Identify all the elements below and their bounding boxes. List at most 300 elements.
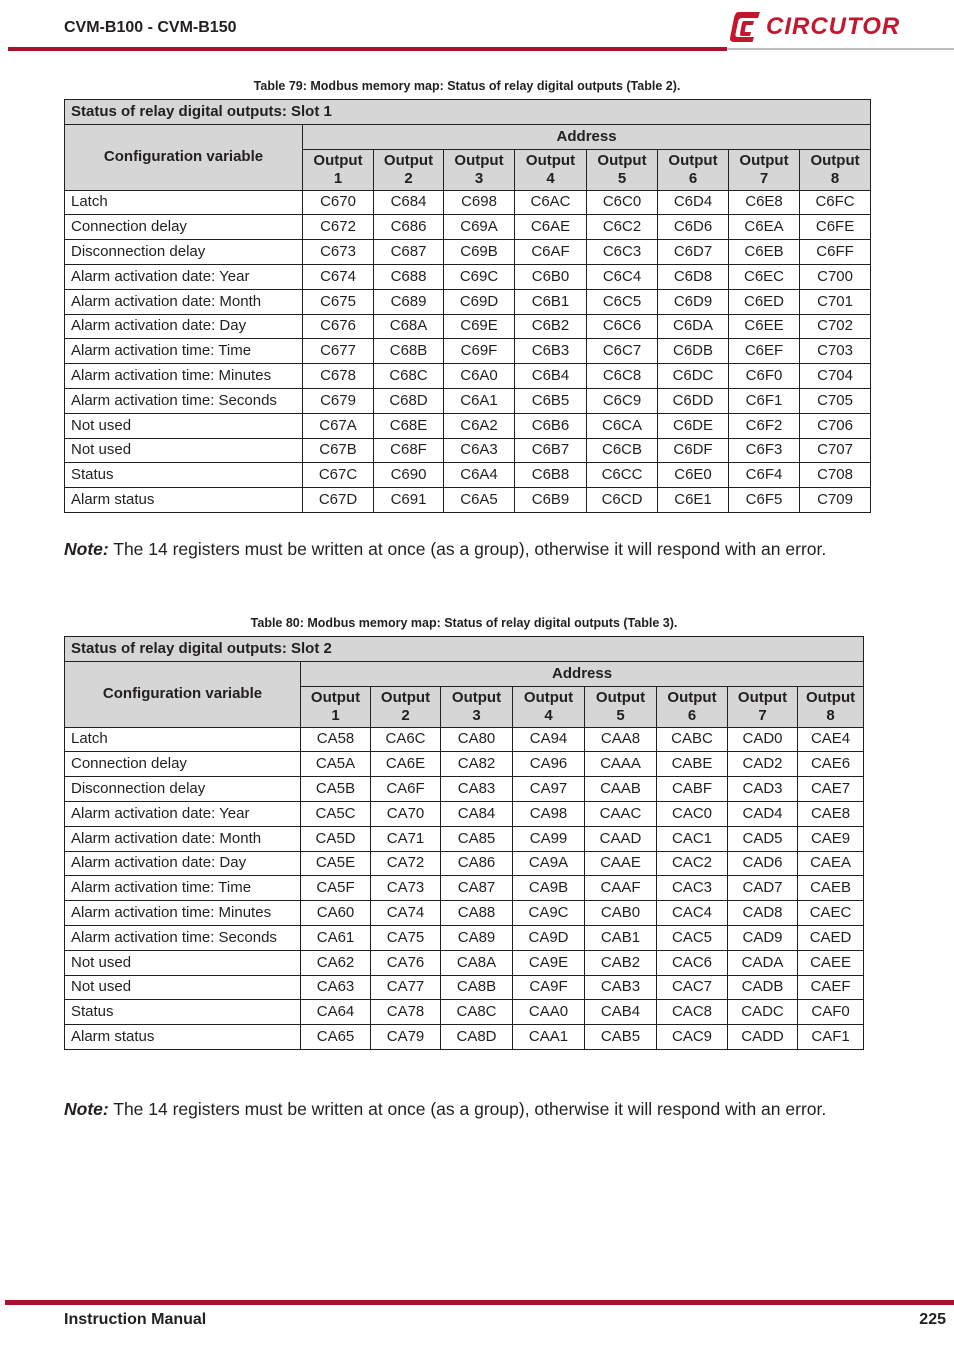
address-cell: CAC8 (657, 1000, 728, 1025)
output-column-header: Output 1 (301, 686, 371, 727)
address-cell: CAE6 (798, 752, 864, 777)
address-cell: CA58 (301, 727, 371, 752)
address-cell: C677 (303, 339, 374, 364)
address-cell: C67A (303, 413, 374, 438)
output-column-header: Output 2 (371, 686, 441, 727)
address-cell: C6C6 (587, 314, 658, 339)
address-cell: CABE (657, 752, 728, 777)
address-cell: C69A (444, 215, 515, 240)
address-cell: C674 (303, 264, 374, 289)
variable-name: Alarm activation time: Seconds (65, 388, 303, 413)
address-cell: C68B (374, 339, 444, 364)
variable-name: Alarm activation date: Month (65, 289, 303, 314)
address-cell: C702 (800, 314, 871, 339)
address-cell: CAEA (798, 851, 864, 876)
variable-name: Status (65, 1000, 301, 1025)
address-cell: C6C8 (587, 364, 658, 389)
address-cell: C6D4 (658, 190, 729, 215)
address-cell: C706 (800, 413, 871, 438)
address-cell: CAB3 (585, 975, 657, 1000)
address-cell: C6B7 (515, 438, 587, 463)
table-row (65, 727, 864, 752)
address-cell: C673 (303, 240, 374, 265)
address-cell: CA80 (441, 727, 513, 752)
address-cell: CAD0 (728, 727, 798, 752)
variable-name: Latch (65, 727, 301, 752)
address-cell: C691 (374, 488, 444, 513)
address-cell: CA88 (441, 901, 513, 926)
address-cell: CA64 (301, 1000, 371, 1025)
address-cell: C67D (303, 488, 374, 513)
address-cell: CA82 (441, 752, 513, 777)
address-cell: C6EB (729, 240, 800, 265)
address-header: Address (303, 124, 871, 149)
address-cell: C6C3 (587, 240, 658, 265)
address-cell: C701 (800, 289, 871, 314)
address-cell: C69D (444, 289, 515, 314)
table-row (65, 752, 864, 777)
footer-manual-label: Instruction Manual (64, 1311, 207, 1328)
address-cell: C6DF (658, 438, 729, 463)
address-cell: C69B (444, 240, 515, 265)
output-column-header: Output 6 (657, 686, 728, 727)
address-cell: C670 (303, 190, 374, 215)
address-cell: C672 (303, 215, 374, 240)
address-cell: C6B1 (515, 289, 587, 314)
address-cell: CAEB (798, 876, 864, 901)
address-cell: CA8C (441, 1000, 513, 1025)
address-cell: CAD3 (728, 777, 798, 802)
slot-title: Status of relay digital outputs: Slot 1 (65, 100, 871, 125)
address-cell: CA72 (371, 851, 441, 876)
table-row (65, 438, 871, 463)
address-cell: CAF1 (798, 1025, 864, 1050)
address-cell: CAB4 (585, 1000, 657, 1025)
address-cell: CA5D (301, 826, 371, 851)
address-cell: CA9F (513, 975, 585, 1000)
table-row (65, 364, 871, 389)
variable-name: Alarm activation date: Year (65, 801, 301, 826)
address-cell: CA5F (301, 876, 371, 901)
address-cell: C6D6 (658, 215, 729, 240)
address-cell: CAEC (798, 901, 864, 926)
table-row (65, 876, 864, 901)
note-text: The 14 registers must be written at once (as a group), otherwise it will respond with an error. (108, 539, 827, 559)
address-cell: CA77 (371, 975, 441, 1000)
address-cell: C6CC (587, 463, 658, 488)
address-cell: CAA8 (585, 727, 657, 752)
address-cell: C69C (444, 264, 515, 289)
address-cell: C6D7 (658, 240, 729, 265)
address-cell: C6C4 (587, 264, 658, 289)
output-column-header: Output 5 (585, 686, 657, 727)
address-cell: CAE4 (798, 727, 864, 752)
variable-name: Alarm activation time: Seconds (65, 925, 301, 950)
address-cell: C6B3 (515, 339, 587, 364)
table-row (65, 975, 864, 1000)
address-cell: CAE7 (798, 777, 864, 802)
address-cell: CA99 (513, 826, 585, 851)
address-header: Address (301, 661, 864, 686)
variable-name: Alarm activation time: Time (65, 339, 303, 364)
address-cell: C6F5 (729, 488, 800, 513)
address-cell: CAD6 (728, 851, 798, 876)
address-cell: C6B5 (515, 388, 587, 413)
address-cell: C6D9 (658, 289, 729, 314)
address-cell: CA5B (301, 777, 371, 802)
address-cell: C6A3 (444, 438, 515, 463)
address-cell: CAB2 (585, 950, 657, 975)
address-cell: C6FE (800, 215, 871, 240)
address-cell: CADB (728, 975, 798, 1000)
variable-name: Not used (65, 413, 303, 438)
address-cell: CA78 (371, 1000, 441, 1025)
address-cell: C676 (303, 314, 374, 339)
address-cell: C6EC (729, 264, 800, 289)
address-cell: CAEE (798, 950, 864, 975)
address-cell: C6B0 (515, 264, 587, 289)
address-cell: C703 (800, 339, 871, 364)
address-cell: C6CA (587, 413, 658, 438)
output-column-header: Output 3 (444, 149, 515, 190)
table-row (65, 289, 871, 314)
address-cell: C6A2 (444, 413, 515, 438)
address-cell: CAE8 (798, 801, 864, 826)
address-cell: CABF (657, 777, 728, 802)
table-row (65, 901, 864, 926)
address-cell: CA6F (371, 777, 441, 802)
address-cell: C678 (303, 364, 374, 389)
address-cell: CAB1 (585, 925, 657, 950)
address-cell: CA96 (513, 752, 585, 777)
address-cell: C708 (800, 463, 871, 488)
address-cell: C6A4 (444, 463, 515, 488)
output-column-header: Output 4 (515, 149, 587, 190)
table-79-caption: Table 79: Modbus memory map: Status of relay digital outputs (Table 2). (253, 79, 681, 93)
footer-rule (5, 1300, 954, 1305)
circutor-logo (730, 10, 910, 44)
address-cell: CA5A (301, 752, 371, 777)
address-cell: CA87 (441, 876, 513, 901)
address-cell: CAAA (585, 752, 657, 777)
address-cell: C679 (303, 388, 374, 413)
address-cell: CA76 (371, 950, 441, 975)
slot-title: Status of relay digital outputs: Slot 2 (65, 637, 864, 662)
address-cell: CA89 (441, 925, 513, 950)
variable-name: Connection delay (65, 752, 301, 777)
address-cell: C6E1 (658, 488, 729, 513)
address-cell: CA8B (441, 975, 513, 1000)
note-2 (64, 1098, 864, 1121)
table-row (65, 950, 864, 975)
address-cell: CAC4 (657, 901, 728, 926)
address-cell: CADC (728, 1000, 798, 1025)
logo-wordmark: CIRCUTOR (766, 13, 901, 40)
address-cell: CAA0 (513, 1000, 585, 1025)
note-label: Note: (64, 539, 109, 559)
address-cell: C687 (374, 240, 444, 265)
table-row (65, 413, 871, 438)
output-column-header: Output 8 (800, 149, 871, 190)
address-cell: C6B4 (515, 364, 587, 389)
table-row (65, 339, 871, 364)
address-cell: C698 (444, 190, 515, 215)
variable-name: Alarm activation time: Minutes (65, 901, 301, 926)
header-rule (8, 47, 727, 51)
address-cell: CAAF (585, 876, 657, 901)
table-row (65, 801, 864, 826)
address-cell: CA79 (371, 1025, 441, 1050)
table-row (65, 1025, 864, 1050)
address-cell: C6B6 (515, 413, 587, 438)
address-cell: CAC7 (657, 975, 728, 1000)
address-cell: C68E (374, 413, 444, 438)
address-cell: C6FC (800, 190, 871, 215)
address-cell: CAC9 (657, 1025, 728, 1050)
address-cell: CA6C (371, 727, 441, 752)
table-row (65, 851, 864, 876)
address-cell: CAD9 (728, 925, 798, 950)
address-cell: CA85 (441, 826, 513, 851)
variable-name: Alarm activation date: Day (65, 314, 303, 339)
address-cell: C705 (800, 388, 871, 413)
address-cell: C6F4 (729, 463, 800, 488)
address-cell: CA6E (371, 752, 441, 777)
address-cell: CA8D (441, 1025, 513, 1050)
address-cell: CAED (798, 925, 864, 950)
address-cell: C6F1 (729, 388, 800, 413)
address-cell: CA98 (513, 801, 585, 826)
output-column-header: Output 2 (374, 149, 444, 190)
address-cell: CABC (657, 727, 728, 752)
address-cell: C6B8 (515, 463, 587, 488)
address-cell: C68D (374, 388, 444, 413)
table-row (65, 826, 864, 851)
address-cell: CA71 (371, 826, 441, 851)
address-cell: CAD4 (728, 801, 798, 826)
note-label: Note: (64, 1099, 109, 1119)
address-cell: C67B (303, 438, 374, 463)
address-cell: CA84 (441, 801, 513, 826)
address-cell: C6B2 (515, 314, 587, 339)
output-column-header: Output 8 (798, 686, 864, 727)
address-cell: CA9B (513, 876, 585, 901)
address-cell: CA86 (441, 851, 513, 876)
address-cell: CA5E (301, 851, 371, 876)
address-cell: C6DC (658, 364, 729, 389)
address-cell: CA5C (301, 801, 371, 826)
table-80 (64, 636, 864, 1050)
address-cell: CAC5 (657, 925, 728, 950)
address-cell: C6EA (729, 215, 800, 240)
address-cell: CAC1 (657, 826, 728, 851)
table-row (65, 314, 871, 339)
address-cell: C6EE (729, 314, 800, 339)
address-cell: C6E0 (658, 463, 729, 488)
config-variable-header: Configuration variable (65, 124, 303, 190)
address-cell: C684 (374, 190, 444, 215)
address-cell: C6F0 (729, 364, 800, 389)
address-cell: C675 (303, 289, 374, 314)
address-cell: C6ED (729, 289, 800, 314)
output-column-header: Output 5 (587, 149, 658, 190)
address-cell: CA9D (513, 925, 585, 950)
address-cell: C6FF (800, 240, 871, 265)
address-cell: CA94 (513, 727, 585, 752)
address-cell: C6F2 (729, 413, 800, 438)
address-cell: CAF0 (798, 1000, 864, 1025)
address-cell: C6CB (587, 438, 658, 463)
variable-name: Connection delay (65, 215, 303, 240)
variable-name: Alarm activation time: Minutes (65, 364, 303, 389)
address-cell: C688 (374, 264, 444, 289)
address-cell: CAD8 (728, 901, 798, 926)
variable-name: Alarm status (65, 488, 303, 513)
table-row (65, 215, 871, 240)
note-1 (64, 538, 864, 561)
address-cell: C6C7 (587, 339, 658, 364)
variable-name: Latch (65, 190, 303, 215)
table-row (65, 1000, 864, 1025)
address-cell: CAC6 (657, 950, 728, 975)
address-cell: CA65 (301, 1025, 371, 1050)
output-column-header: Output 1 (303, 149, 374, 190)
address-cell: C6AC (515, 190, 587, 215)
output-column-header: Output 3 (441, 686, 513, 727)
address-cell: CAD5 (728, 826, 798, 851)
address-cell: CA9A (513, 851, 585, 876)
address-cell: CA74 (371, 901, 441, 926)
table-row (65, 463, 871, 488)
address-cell: CA75 (371, 925, 441, 950)
address-cell: C689 (374, 289, 444, 314)
address-cell: C6AF (515, 240, 587, 265)
variable-name: Disconnection delay (65, 240, 303, 265)
address-cell: C6EF (729, 339, 800, 364)
address-cell: CA61 (301, 925, 371, 950)
address-cell: CA60 (301, 901, 371, 926)
address-cell: CADD (728, 1025, 798, 1050)
address-cell: C6DB (658, 339, 729, 364)
variable-name: Status (65, 463, 303, 488)
variable-name: Alarm status (65, 1025, 301, 1050)
page-number: 225 (919, 1311, 946, 1328)
address-cell: CAC3 (657, 876, 728, 901)
address-cell: CA83 (441, 777, 513, 802)
output-column-header: Output 7 (728, 686, 798, 727)
variable-name: Not used (65, 975, 301, 1000)
address-cell: CAAD (585, 826, 657, 851)
variable-name: Alarm activation date: Month (65, 826, 301, 851)
address-cell: C6C5 (587, 289, 658, 314)
address-cell: C68C (374, 364, 444, 389)
address-cell: C6B9 (515, 488, 587, 513)
address-cell: C6C2 (587, 215, 658, 240)
note-text: The 14 registers must be written at once (as a group), otherwise it will respond with an error. (108, 1099, 827, 1119)
address-cell: C6DE (658, 413, 729, 438)
address-cell: CAAE (585, 851, 657, 876)
table-row (65, 190, 871, 215)
address-cell: CAD2 (728, 752, 798, 777)
table-79 (64, 99, 871, 513)
address-cell: CA8A (441, 950, 513, 975)
address-cell: C6E8 (729, 190, 800, 215)
address-cell: C690 (374, 463, 444, 488)
output-column-header: Output 4 (513, 686, 585, 727)
address-cell: C6CD (587, 488, 658, 513)
address-cell: C69F (444, 339, 515, 364)
address-cell: C6DA (658, 314, 729, 339)
address-cell: C6F3 (729, 438, 800, 463)
variable-name: Disconnection delay (65, 777, 301, 802)
address-cell: C707 (800, 438, 871, 463)
variable-name: Alarm activation time: Time (65, 876, 301, 901)
variable-name: Alarm activation date: Day (65, 851, 301, 876)
address-cell: CAA1 (513, 1025, 585, 1050)
address-cell: C700 (800, 264, 871, 289)
table-row (65, 488, 871, 513)
output-column-header: Output 6 (658, 149, 729, 190)
table-row (65, 264, 871, 289)
address-cell: CA62 (301, 950, 371, 975)
table-row (65, 240, 871, 265)
table-row (65, 925, 864, 950)
header-rule-grey (727, 48, 954, 50)
address-cell: C6C9 (587, 388, 658, 413)
address-cell: C6C0 (587, 190, 658, 215)
address-cell: CAAC (585, 801, 657, 826)
address-cell: CA9E (513, 950, 585, 975)
address-cell: CA9C (513, 901, 585, 926)
table-80-caption: Table 80: Modbus memory map: Status of relay digital outputs (Table 3). (250, 616, 678, 630)
address-cell: C68A (374, 314, 444, 339)
document-title: CVM-B100 - CVM-B150 (64, 19, 237, 36)
address-cell: CA73 (371, 876, 441, 901)
address-cell: C686 (374, 215, 444, 240)
address-cell: C704 (800, 364, 871, 389)
config-variable-header: Configuration variable (65, 661, 301, 727)
address-cell: CAB0 (585, 901, 657, 926)
address-cell: C6D8 (658, 264, 729, 289)
address-cell: CAEF (798, 975, 864, 1000)
address-cell: CAAB (585, 777, 657, 802)
address-cell: CAE9 (798, 826, 864, 851)
address-cell: CA70 (371, 801, 441, 826)
table-row (65, 777, 864, 802)
address-cell: CA63 (301, 975, 371, 1000)
address-cell: CAC2 (657, 851, 728, 876)
address-cell: C6DD (658, 388, 729, 413)
variable-name: Not used (65, 950, 301, 975)
address-cell: CAC0 (657, 801, 728, 826)
address-cell: C6AE (515, 215, 587, 240)
address-cell: C6A0 (444, 364, 515, 389)
address-cell: CA97 (513, 777, 585, 802)
address-cell: C69E (444, 314, 515, 339)
variable-name: Alarm activation date: Year (65, 264, 303, 289)
address-cell: CAD7 (728, 876, 798, 901)
circutor-logo-icon (730, 10, 762, 44)
table-row (65, 388, 871, 413)
variable-name: Not used (65, 438, 303, 463)
address-cell: C6A5 (444, 488, 515, 513)
address-cell: CAB5 (585, 1025, 657, 1050)
address-cell: C6A1 (444, 388, 515, 413)
address-cell: CADA (728, 950, 798, 975)
address-cell: C68F (374, 438, 444, 463)
address-cell: C709 (800, 488, 871, 513)
address-cell: C67C (303, 463, 374, 488)
